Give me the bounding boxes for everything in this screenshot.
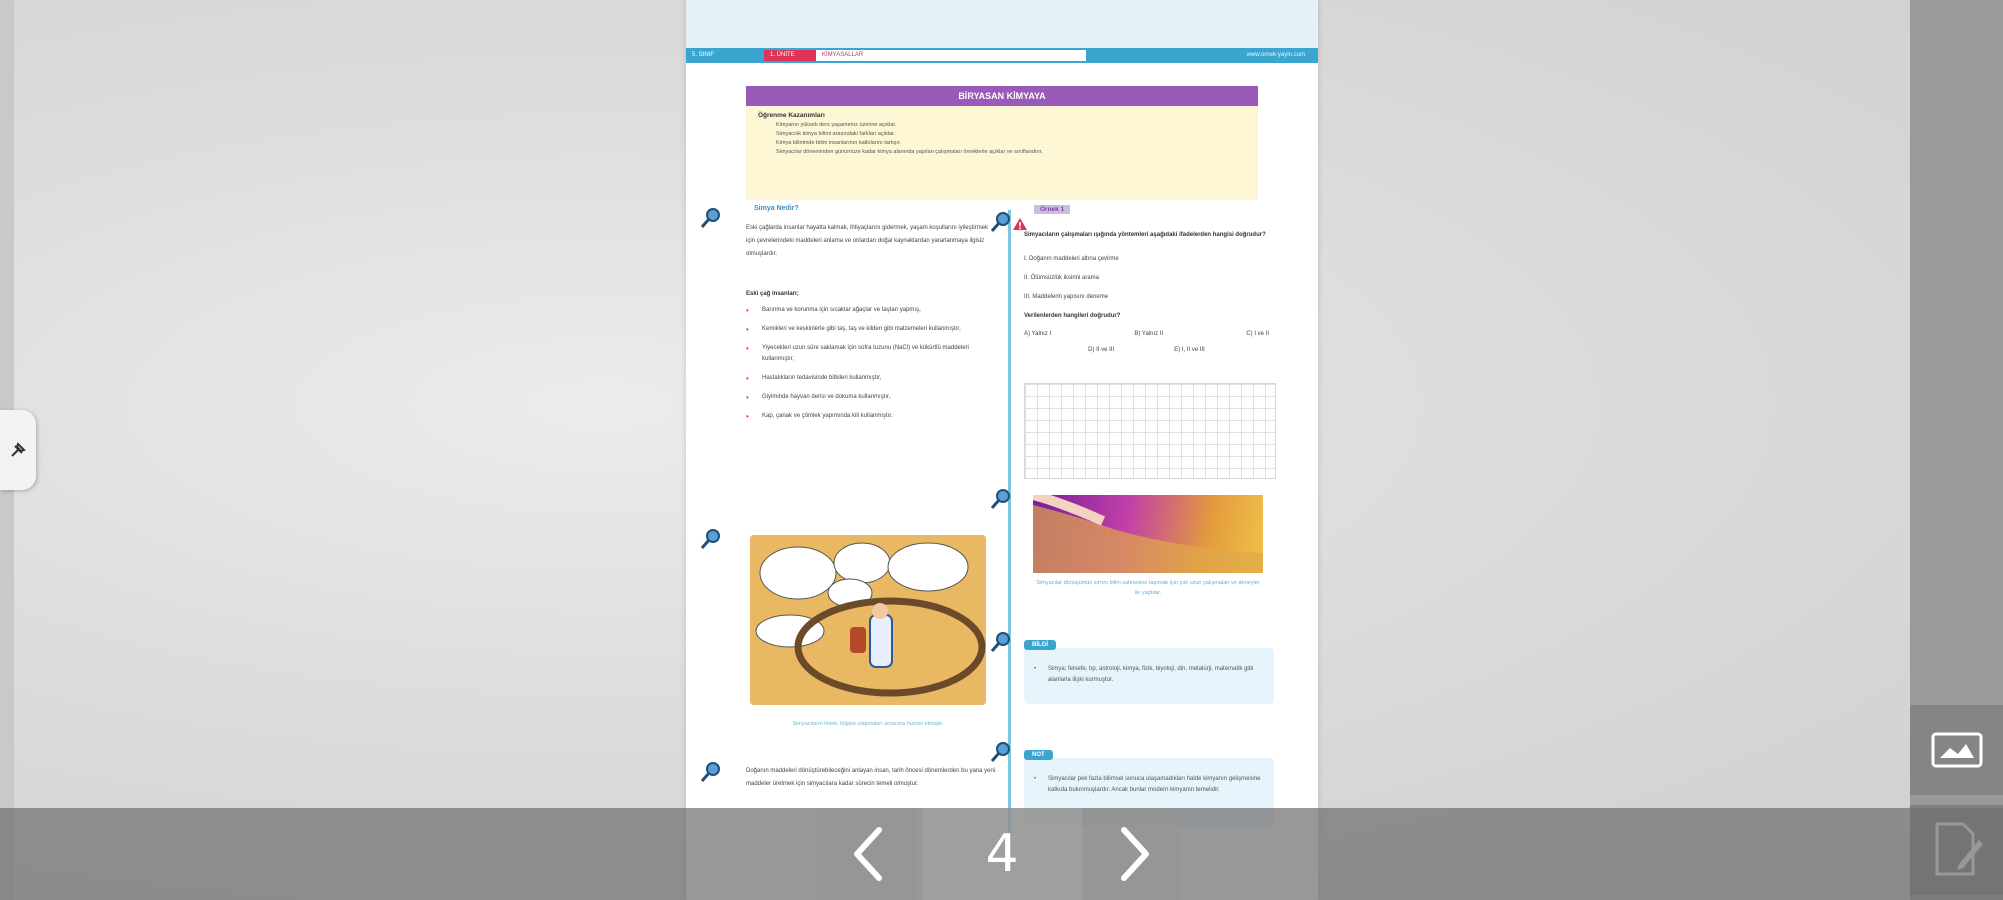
options-row-1	[1024, 331, 1269, 337]
page-number-display	[922, 808, 1082, 900]
magnifier-icon[interactable]	[700, 527, 722, 551]
note-text: Simyacılar pek fazla bilimsel sonuca ulaşamadıkları halde kimyanın gelişmesine katkıda bulunmuşlardır. Ancak bunlar modern kimyanın temelidir.	[1048, 776, 1261, 793]
info-box-bilgi: BİLGİ • Simya; felsefe, tıp, astroloji, kimya, fizik, biyoloji, din, metalürji, matematik gibi alanlarla ilişki kurmuştur.	[1024, 648, 1274, 704]
fullscreen-image-button[interactable]	[1910, 705, 2003, 795]
intro-paragraph: Eski çağlarda insanlar hayatta kalmak, ihtiyaçlarını gidermek, yaşam koşullarını iyileştirmek için çevrelerindeki maddeleri anlama ve onlardan doğal kaynaklardan yararlanmaya ilgisiz olmuşlardır.	[746, 225, 989, 257]
topic-label: KİMYASALLAR	[816, 50, 1086, 61]
page-header-band	[686, 48, 1318, 63]
learning-goals-box	[746, 106, 1258, 200]
chevron-right-icon	[1114, 826, 1154, 882]
image-icon	[1930, 730, 1984, 770]
unit-label: 1. ÜNİTE	[764, 50, 816, 61]
which-question: Verilenlerden hangileri doğrudur?	[1024, 313, 1121, 319]
goal-item: Simyacılar döneminden günümüze kadar kimya alanında yapılan çalışmaları örneklerle açıklar ve sınıflandırır.	[776, 149, 1043, 155]
right-column	[1024, 205, 1269, 353]
example-tag: Örnek 1	[1034, 205, 1070, 214]
magnifier-icon[interactable]	[700, 760, 722, 784]
goal-item: Kimya biliminde bilim insanlarının katkılarını tartışır.	[776, 140, 902, 146]
warning-icon	[1012, 217, 1028, 231]
option-e[interactable]: E) I, II ve III	[1174, 347, 1205, 353]
goals-title: Öğrenme Kazanımları	[758, 112, 825, 119]
options-row-2	[1024, 347, 1269, 353]
info-box-not: NOT • Simyacılar pek fazla bilimsel sonuca ulaşamadıkları halde kimyanın gelişmesine katkıda bulunmuşlardır. Ancak bunlar modern kimyanın temelidir.	[1024, 758, 1274, 828]
option-b[interactable]: B) Yalnız II	[1134, 331, 1164, 337]
page-top-margin	[686, 0, 1318, 48]
previous-page-button[interactable]	[822, 808, 916, 900]
alchemy-photo	[1033, 495, 1263, 573]
page-title: BİRYASAN KİMYAYA	[746, 86, 1258, 106]
goal-item: Kimyanın yüksek ders yaşamımız üzerine açıklar.	[776, 122, 897, 128]
option-d[interactable]: D) II ve III	[1088, 347, 1115, 353]
grade-label: 5. SINIF	[686, 50, 764, 61]
list-item: • Kap, çanak ve çömlek yapımında kili kullanmıştır.	[746, 412, 893, 421]
statement-1: I. Doğanın maddeleri altına çevirme	[1024, 256, 1119, 262]
list-item: • Hastalıkların tedavisinde bitkileri kullanmıştır,	[746, 374, 882, 383]
list-item: • Giyiminde hayvan derisi ve dokuma kullanmıştır,	[746, 393, 891, 402]
magnifier-icon[interactable]	[990, 630, 1012, 654]
note-tag: NOT	[1024, 750, 1053, 760]
statement-3: III. Maddelerin yapısını deneme	[1024, 294, 1109, 300]
goal-item: Simyacılık kimya bilimi arasındaki farkları açıklar.	[776, 131, 896, 137]
section-heading: Simya Nedir?	[754, 205, 799, 212]
magnifier-icon[interactable]	[700, 206, 722, 230]
list-heading: Eski çağ insanları;	[746, 291, 799, 297]
info-text: Simya; felsefe, tıp, astroloji, kimya, fizik, biyoloji, din, metalürji, matematik gibi alanlarla ilişki kurmuştur.	[1048, 666, 1254, 683]
statement-2: II. Ölümsüzlük iksirini arama	[1024, 275, 1100, 281]
pin-icon	[9, 441, 27, 459]
chevron-left-icon	[849, 826, 889, 882]
left-column	[746, 205, 996, 422]
site-label: www.ornek-yayin.com	[1246, 52, 1305, 58]
list-item: • Kemikleri ve keskinlerle gibi taş, taş ve kilden gibi malzemeleri kullanmıştır,	[746, 325, 961, 334]
side-toggle-tab[interactable]	[0, 410, 36, 490]
magnifier-icon[interactable]	[990, 740, 1012, 764]
book-page	[686, 0, 1318, 900]
bottom-paragraph: Doğanın maddeleri dönüştürebileceğini anlayan insan, tarih öncesi dönemlerden bu yana yeni maddeler üretmek için simyacılara kadar sürecin temeli olmuştur.	[746, 768, 996, 787]
photo-caption: Simyacılar dönüşümün sırrını bilim sahnesine taşımak için çok uzun çalışmaları ve deneyler ile yaptılar.	[1036, 580, 1260, 596]
magnifier-icon[interactable]	[990, 487, 1012, 511]
next-page-button[interactable]	[1087, 808, 1181, 900]
page-number: 4	[985, 824, 1019, 884]
alchemist-illustration	[750, 535, 986, 705]
question-text: Simyacıların çalışmaları ışığında yöntemleri aşağıdaki ifadelerden hangisi doğrudur?	[1024, 232, 1266, 238]
answer-grid	[1024, 383, 1276, 479]
option-c[interactable]: C) I ve II	[1246, 331, 1269, 337]
list-item: • Yiyecekleri uzun süre saklamak için sofra tuzunu (NaCl) ve kükürtlü maddeleri kullanmıştır,	[746, 344, 969, 362]
info-tag: BİLGİ	[1024, 640, 1056, 650]
list-item: • Barınma ve korunma için sıcaklar ağaçlar ve taştan yapmış,	[746, 306, 921, 315]
illustration-caption: Simyacıların ilmek, bilgiye ulaşmaları amacına hizmet etmiştir.	[792, 721, 944, 727]
option-a[interactable]: A) Yalnız I	[1024, 331, 1052, 337]
